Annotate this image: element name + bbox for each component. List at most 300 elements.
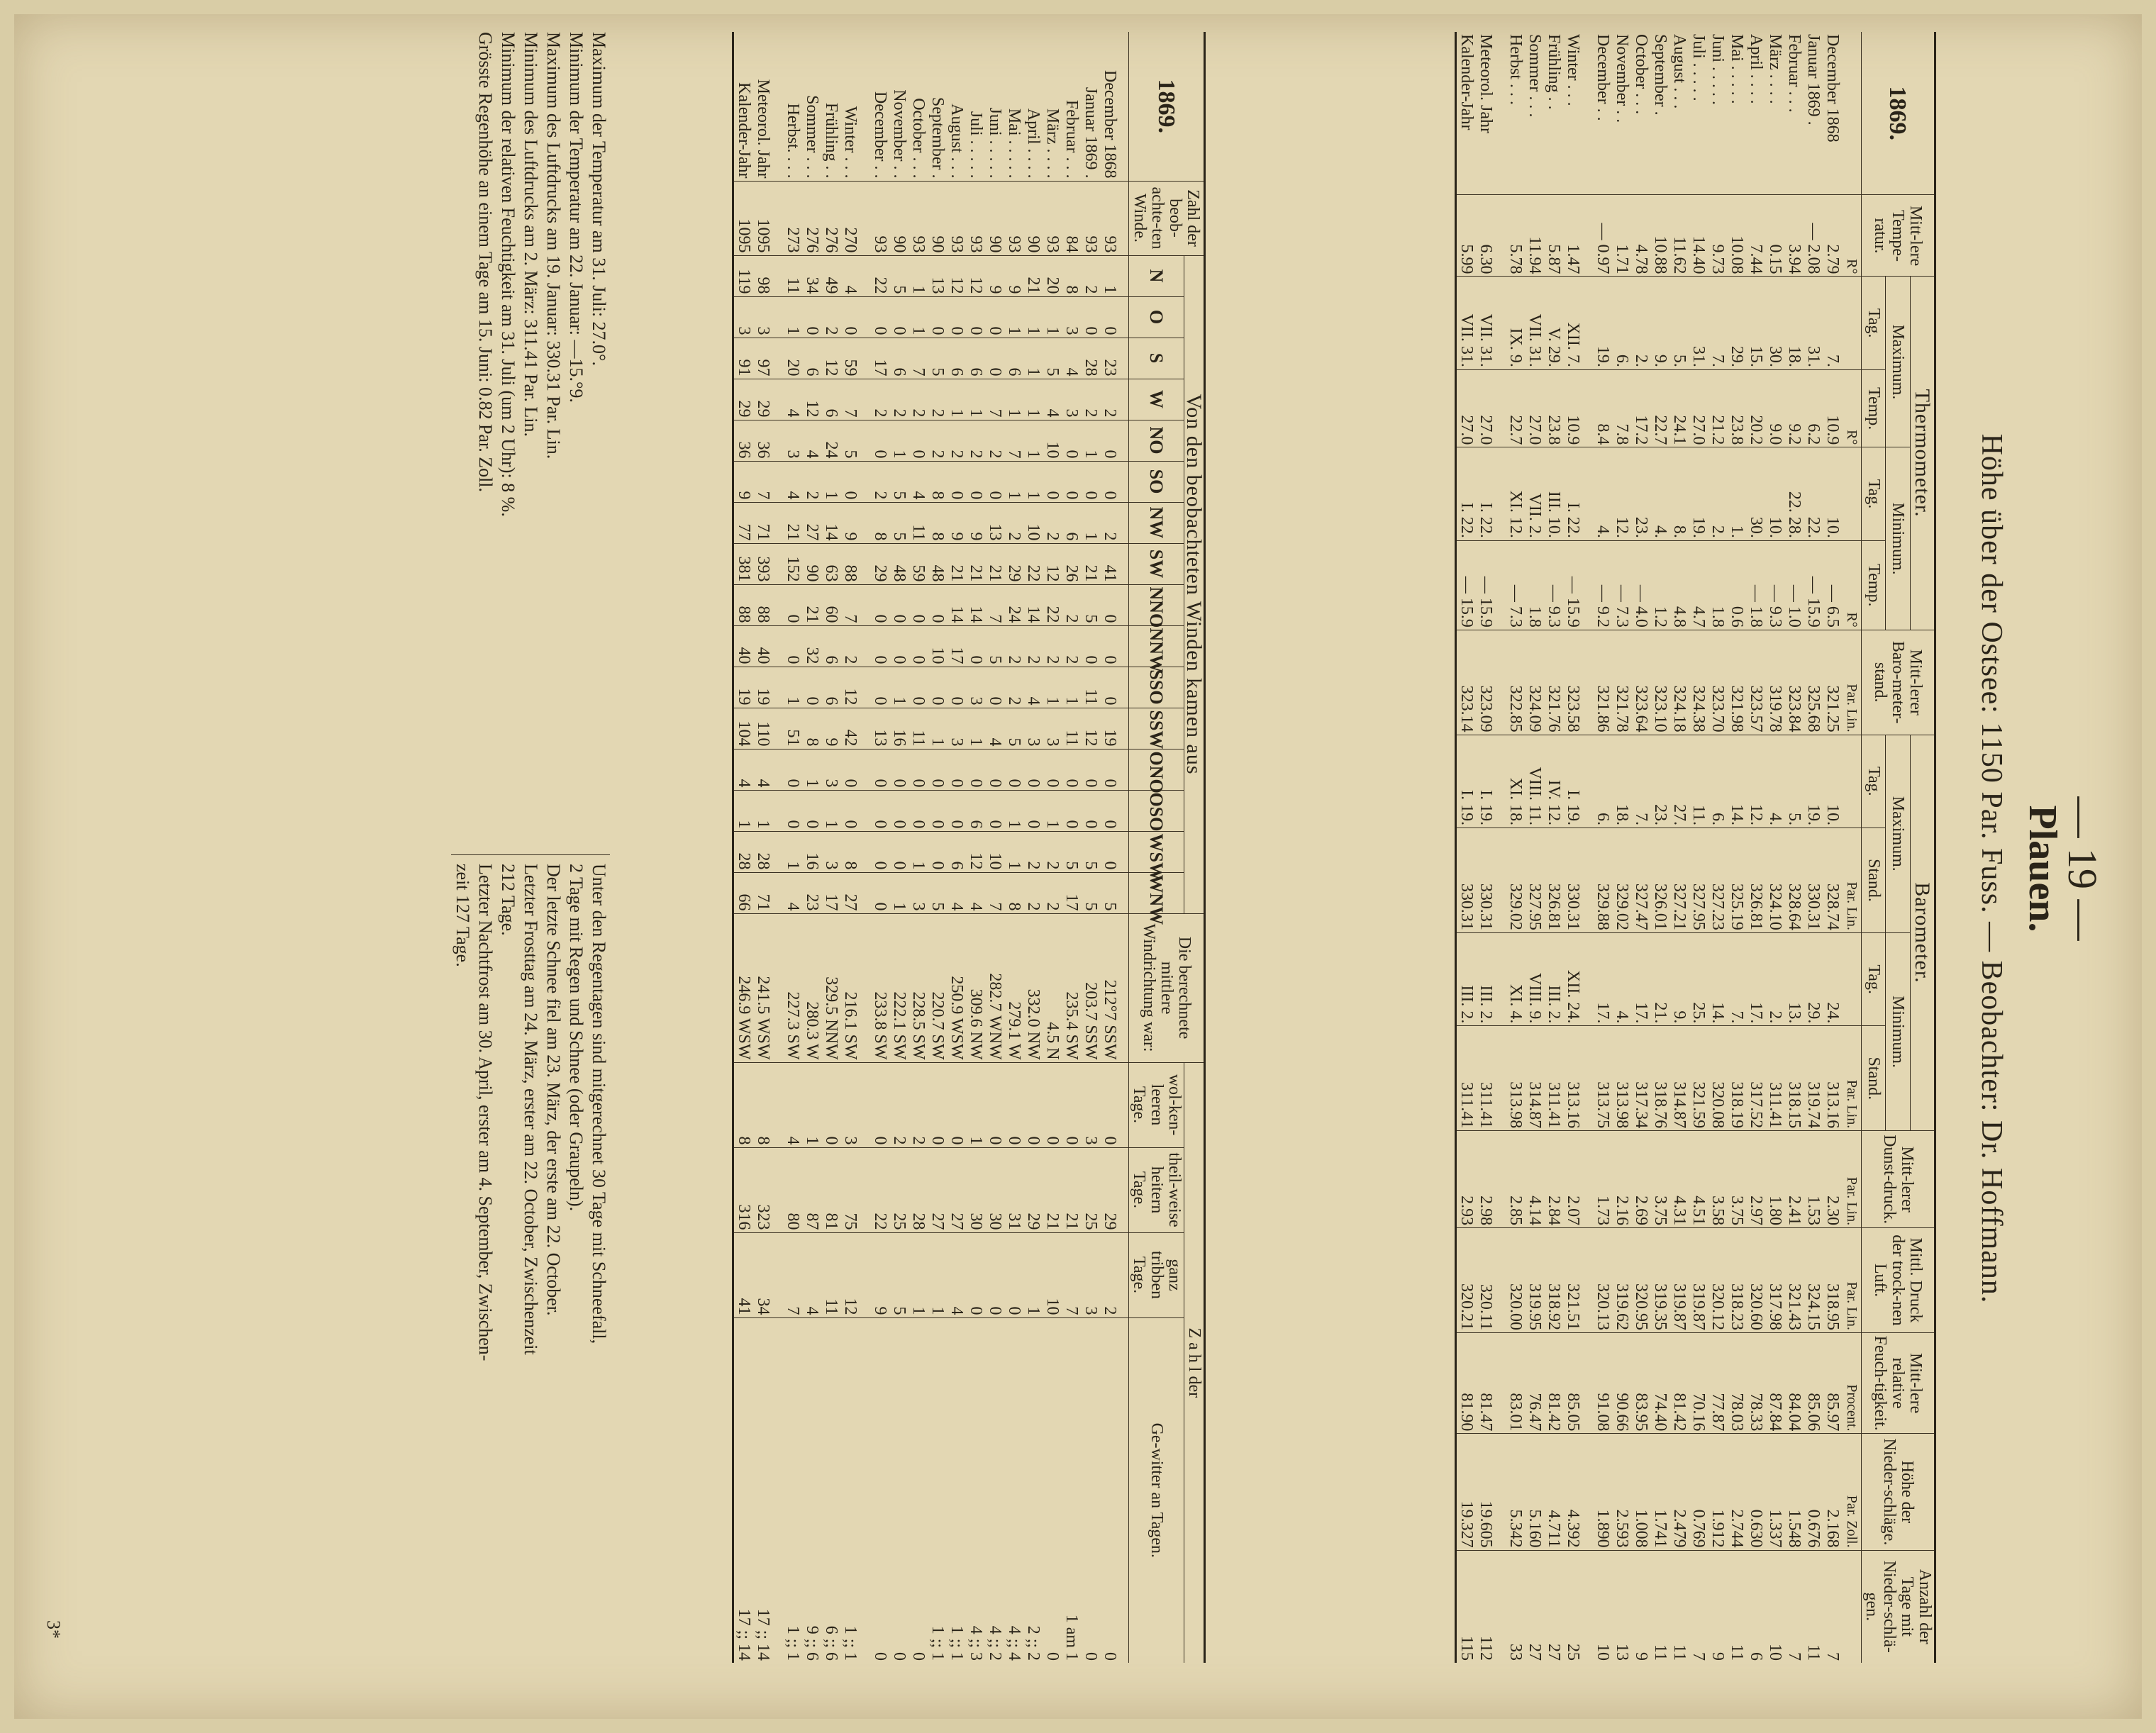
table-cell: 0 xyxy=(1023,749,1043,790)
row-label: October . . . xyxy=(909,98,928,179)
table-cell: 29 xyxy=(1100,1147,1129,1232)
table-cell: 7 xyxy=(985,872,1004,913)
note-line: Minimum des Luftdrucks am 2. März: 311.41 Par. Lin. xyxy=(521,32,541,437)
table-cell: 42 xyxy=(840,708,870,749)
table-cell: 28 xyxy=(908,1147,928,1232)
table-cell: I. 22. xyxy=(1476,447,1506,540)
table-cell: 2 xyxy=(985,420,1004,461)
table-cell: 2.593 xyxy=(1612,1434,1631,1550)
table-cell: 12 xyxy=(1081,708,1100,749)
table-cell: 31 xyxy=(1004,1147,1023,1232)
table-cell: 5.342 xyxy=(1506,1434,1525,1550)
table-cell: 250.9 WSW xyxy=(947,913,966,1062)
table-cell: 23.8 xyxy=(1727,369,1746,447)
table-cell: 313.98 xyxy=(1612,1026,1631,1131)
table-cell: 11 xyxy=(1650,1550,1669,1663)
table-cell: VII. 31. xyxy=(1476,277,1506,369)
page-number: — 19 — xyxy=(2060,796,2106,941)
table-cell: 21. xyxy=(1650,932,1669,1025)
table-cell: — 9.2 xyxy=(1593,540,1612,630)
table-cell: 0 xyxy=(1100,749,1129,790)
table-cell: 7 xyxy=(908,338,928,379)
table-cell: 10 xyxy=(1765,1550,1784,1663)
table-cell: 3 xyxy=(821,749,840,790)
table-cell: VII. 31. xyxy=(1456,277,1477,369)
table-cell: 19 xyxy=(1100,708,1129,749)
table-cell: 0 xyxy=(966,1232,985,1317)
table-cell: 1 xyxy=(947,379,966,420)
table-cell: 1 xyxy=(1023,461,1043,502)
table-cell: 2 xyxy=(1023,831,1043,872)
row-label: Juli . . . . . xyxy=(1689,34,1708,101)
table-cell: 0 xyxy=(1081,1317,1100,1663)
table-cell: 0 xyxy=(821,1062,840,1147)
table-cell: 2 xyxy=(889,379,908,420)
table-cell: 6 xyxy=(821,379,840,420)
table-cell: — 15.9 xyxy=(1563,540,1593,630)
month-row xyxy=(1023,32,1043,1663)
table-cell: 2 xyxy=(1004,667,1023,708)
table-cell: 5 xyxy=(928,338,947,379)
table-cell: 6 xyxy=(821,667,840,708)
month-row xyxy=(1746,32,1765,1663)
wind-direction-header: NNW xyxy=(1129,625,1184,667)
table-cell: 17. xyxy=(1746,932,1765,1025)
table-cell: 0 xyxy=(985,461,1004,502)
table-cell: 0 xyxy=(947,1062,966,1147)
table-cell: 1 xyxy=(753,790,783,831)
table-cell: 4.14 xyxy=(1525,1131,1544,1228)
table-cell: 381 xyxy=(733,543,754,584)
table-cell: 212°7 SSW xyxy=(1100,913,1129,1062)
table-cell: 6.30 xyxy=(1476,195,1506,277)
table-cell: 0 xyxy=(1004,1232,1023,1317)
table-cell: 23.8 xyxy=(1544,369,1563,447)
table-cell: 12. xyxy=(1612,447,1631,540)
table-cell: 321.76 xyxy=(1544,630,1563,735)
table-cell: 3 xyxy=(1062,296,1081,338)
table-cell: 320.12 xyxy=(1708,1228,1727,1333)
table-cell: 2 xyxy=(966,420,985,461)
table-cell: 319.95 xyxy=(1525,1228,1544,1333)
table-cell: 1 xyxy=(908,1232,928,1317)
note-line: Unter den Regentagen sind mitgerechnet 30 Tage mit Schneefall, xyxy=(589,864,609,1344)
table-cell: 323.57 xyxy=(1746,630,1765,735)
table-cell: 27 xyxy=(947,1147,966,1232)
table-cell: 23. xyxy=(1650,735,1669,828)
row-label: October . . . xyxy=(1632,34,1650,115)
row-label: Herbst . . . xyxy=(1506,34,1525,105)
table-cell: 2.98 xyxy=(1476,1131,1506,1228)
col-temp: Temp. xyxy=(1862,540,1886,630)
table-cell: 0 xyxy=(1023,790,1043,831)
table-cell: 28 xyxy=(733,831,754,872)
table-cell: 2.97 xyxy=(1746,1131,1765,1228)
table-cell: 0 xyxy=(870,872,889,913)
table-cell: 4 xyxy=(783,461,802,502)
table-cell: 4.711 xyxy=(1544,1434,1563,1550)
table-cell: 30. xyxy=(1746,447,1765,540)
table-cell: 393 xyxy=(753,543,783,584)
table-cell: 1 xyxy=(908,296,928,338)
table-cell: 0 xyxy=(889,1317,908,1663)
table-cell: 8 xyxy=(733,1062,754,1147)
table-cell: 3 xyxy=(1081,1232,1100,1317)
table-cell: 31. xyxy=(1804,277,1823,369)
table-cell: 17 ;; 14 xyxy=(753,1317,783,1663)
table-cell: 2 xyxy=(870,379,889,420)
season-row xyxy=(1544,32,1563,1663)
table-cell: 11 xyxy=(1081,667,1100,708)
table-cell: 10 xyxy=(1043,1232,1062,1317)
table-cell: 2.93 xyxy=(1456,1131,1477,1228)
table-cell: 2.69 xyxy=(1631,1131,1650,1228)
table-cell: 4 xyxy=(802,1232,821,1317)
table-cell: 317.52 xyxy=(1746,1026,1765,1131)
table-cell: 32 xyxy=(802,625,821,667)
table-cell: 320.11 xyxy=(1476,1228,1506,1333)
table-cell: 25 xyxy=(1563,1550,1593,1663)
table-cell: 4 xyxy=(753,749,783,790)
table-cell: 5.87 xyxy=(1544,195,1563,277)
table-cell: 0 xyxy=(1100,625,1129,667)
table-cell: 84.04 xyxy=(1784,1332,1804,1433)
table-cell: 40 xyxy=(733,625,754,667)
table-cell: 93 xyxy=(966,181,985,255)
table-cell: 88 xyxy=(840,543,870,584)
table-cell: 0 xyxy=(908,1317,928,1663)
table-cell: XII. 24. xyxy=(1563,932,1593,1025)
table-cell: 83.95 xyxy=(1631,1332,1650,1433)
table-cell: 319.35 xyxy=(1650,1228,1669,1333)
table-cell: 329.5 NNW xyxy=(821,913,840,1062)
table-cell: 317.34 xyxy=(1631,1026,1650,1131)
table-cell: 26 xyxy=(1062,543,1081,584)
table-cell: 6.2 xyxy=(1804,369,1823,447)
table-cell: 3 xyxy=(966,667,985,708)
unit-label xyxy=(1842,32,1862,195)
table-cell: 0.630 xyxy=(1746,1434,1765,1550)
table-cell: 1 xyxy=(1062,667,1081,708)
table-cell: 0 xyxy=(985,296,1004,338)
table-cell: 3.58 xyxy=(1708,1131,1727,1228)
table-cell: 12 xyxy=(966,831,985,872)
table-cell: 7.44 xyxy=(1746,195,1765,277)
table-cell: 4.78 xyxy=(1631,195,1650,277)
table-cell: 1 xyxy=(1081,502,1100,543)
table-cell: 203.7 SSW xyxy=(1081,913,1100,1062)
row-label: December 1868 xyxy=(1823,34,1842,143)
table-cell: 3 xyxy=(783,420,802,461)
table-cell: 91.08 xyxy=(1593,1332,1612,1433)
thermo-max-header: Maximum. xyxy=(1886,277,1910,447)
table-cell: 0 xyxy=(966,749,985,790)
table-cell: 0 xyxy=(1004,1062,1023,1147)
table-cell: 74.40 xyxy=(1650,1332,1669,1433)
month-row xyxy=(1100,32,1129,1663)
table-cell: 93 xyxy=(908,181,928,255)
table-cell: 9 xyxy=(1708,1550,1727,1663)
table-cell: 29 xyxy=(1004,543,1023,584)
note-line: zeit 127 Tage. xyxy=(452,864,473,967)
table-cell: 9 xyxy=(870,1232,889,1317)
row-label: September . xyxy=(1651,34,1669,116)
table-cell: 0 xyxy=(889,296,908,338)
table-cell: 1 xyxy=(1023,296,1043,338)
table-cell: 0 xyxy=(928,1062,947,1147)
table-cell: 41 xyxy=(1100,543,1129,584)
table-cell: 1.53 xyxy=(1804,1131,1823,1228)
table-cell: 27 xyxy=(840,872,870,913)
table-cell: 321.59 xyxy=(1689,1026,1708,1131)
table-cell: 314.87 xyxy=(1669,1026,1689,1131)
row-label: Meteorol. Jahr xyxy=(754,79,772,179)
table-cell: 321.78 xyxy=(1612,630,1631,735)
table-cell: 30 xyxy=(985,1147,1004,1232)
month-row xyxy=(1593,32,1612,1663)
table-cell: 66 xyxy=(733,872,754,913)
table-cell: 22 xyxy=(1043,584,1062,625)
table-cell: 2.07 xyxy=(1563,1131,1593,1228)
row-label: August . . . xyxy=(1670,34,1689,109)
table-cell: 5 xyxy=(1043,338,1062,379)
month-row xyxy=(1708,32,1727,1663)
table-cell: 22.7 xyxy=(1650,369,1669,447)
table-cell: 28 xyxy=(1081,338,1100,379)
table-cell: 2 ;; 2 xyxy=(1023,1317,1043,1663)
table-cell: 330.31 xyxy=(1476,828,1506,933)
table-cell: 2 xyxy=(1062,584,1081,625)
table-cell: 0 xyxy=(1043,1317,1062,1663)
table-cell: 0 xyxy=(966,625,985,667)
table-cell: 320.21 xyxy=(1456,1228,1477,1333)
table-cell: 329.02 xyxy=(1506,828,1525,933)
table-cell: 3 xyxy=(753,296,783,338)
table-cell: 6 xyxy=(1746,1550,1765,1663)
table-cell: 0 xyxy=(1004,749,1023,790)
table-cell: 0 xyxy=(1062,749,1081,790)
month-row xyxy=(1650,32,1669,1663)
table-cell: 0 xyxy=(840,749,870,790)
table-cell: 1.80 xyxy=(1765,1131,1784,1228)
table-cell: 1 xyxy=(966,379,985,420)
table-cell: 12 xyxy=(947,255,966,296)
table-cell: 22. xyxy=(1804,447,1823,540)
table-cell: 3 xyxy=(733,296,754,338)
wind-direction-header: W xyxy=(1129,379,1184,420)
table-cell: 7 xyxy=(1784,1550,1804,1663)
table-cell: 40 xyxy=(753,625,783,667)
table-cell: 0 xyxy=(1100,667,1129,708)
wind-direction-header: OSO xyxy=(1129,790,1184,831)
table-cell: 4.5 N xyxy=(1043,913,1062,1062)
table-cell: IX. 9. xyxy=(1506,277,1525,369)
unit-cell: Par. Lin. xyxy=(1842,630,1862,735)
table-cell: 323.14 xyxy=(1456,630,1477,735)
table-cell: 2.168 xyxy=(1823,1434,1842,1550)
table-cell: 6 xyxy=(947,831,966,872)
table-cell: 0 xyxy=(928,584,947,625)
table-cell: 7 xyxy=(1689,1550,1708,1663)
table-cell: 7. xyxy=(1727,932,1746,1025)
month-row xyxy=(1804,32,1823,1663)
note-line: Grösste Regenhöhe an einem Tage am 15. Juni: 0.82 Par. Zoll. xyxy=(475,32,496,493)
row-label: Frühling . . xyxy=(822,102,840,179)
table-cell: 25 xyxy=(889,1147,908,1232)
table-cell: 1 xyxy=(1100,255,1129,296)
table-cell: 1 xyxy=(1004,831,1023,872)
table-cell: 311.41 xyxy=(1456,1026,1477,1131)
table-cell: 6 xyxy=(802,338,821,379)
table-cell: 0 xyxy=(928,749,947,790)
table-cell: 5. xyxy=(1669,277,1689,369)
table-cell: 2 xyxy=(1100,1232,1129,1317)
month-row xyxy=(1043,32,1062,1663)
table-cell: 77 xyxy=(733,502,754,543)
table-cell: 4 xyxy=(783,379,802,420)
table-cell: 10 xyxy=(1023,502,1043,543)
month-row xyxy=(870,32,889,1663)
table-cell: 30. xyxy=(1765,277,1784,369)
table-cell: 318.76 xyxy=(1650,1026,1669,1131)
note-line: Letzter Frosttag am 24. März, erster am 22. October, Zwischenzeit xyxy=(521,864,541,1355)
table-cell: 6 xyxy=(1004,338,1023,379)
table-cell: 28 xyxy=(753,831,783,872)
table-cell: 14 xyxy=(1023,584,1043,625)
table-cell: 93 xyxy=(947,181,966,255)
table-cell: 233.8 SW xyxy=(870,913,889,1062)
table-cell: — 1.0 xyxy=(1784,540,1804,630)
table-cell: 329.88 xyxy=(1593,828,1612,933)
thermometer-group: Thermometer. xyxy=(1910,277,1935,630)
unit-cell: R° xyxy=(1842,195,1862,277)
table-cell: VIII. 9. xyxy=(1525,932,1544,1025)
table-cell: 2.85 xyxy=(1506,1131,1525,1228)
row-label: Frühling . . xyxy=(1545,34,1563,110)
table-cell: 19. xyxy=(1593,277,1612,369)
table-cell: — 9.3 xyxy=(1544,540,1563,630)
table-cell: 3.75 xyxy=(1650,1131,1669,1228)
table-cell: 81.47 xyxy=(1476,1332,1506,1433)
col-mean-dir: Die berechnete mittlere Windrichtung war: xyxy=(1129,913,1205,1062)
table-cell: 7. xyxy=(1823,277,1842,369)
table-cell: 1.47 xyxy=(1563,195,1593,277)
table-cell: 1 ;; 1 xyxy=(947,1317,966,1663)
table-cell: 9 xyxy=(1004,255,1023,296)
table-cell: 36 xyxy=(733,420,754,461)
table-cell: 324.09 xyxy=(1525,630,1544,735)
table-cell: 325.68 xyxy=(1804,630,1823,735)
table-cell: 93 xyxy=(870,181,889,255)
table-cell: 0 xyxy=(928,296,947,338)
table-cell: 5 xyxy=(1004,708,1023,749)
table-cell: 8 xyxy=(802,708,821,749)
table-cell: 0 xyxy=(947,790,966,831)
station-info: Höhe über der Ostsee: 1150 Par. Fuss. — Beobachter: Dr. Hoffmann. xyxy=(1975,433,2008,1304)
table-cell: 15. xyxy=(1746,277,1765,369)
table-cell: 4 xyxy=(908,461,928,502)
table-cell: 87.84 xyxy=(1765,1332,1784,1433)
table-cell: 27.0 xyxy=(1689,369,1708,447)
table-cell: 19. xyxy=(1689,447,1708,540)
thermo-min-header: Minimum. xyxy=(1886,447,1910,630)
table-cell: 21 xyxy=(802,584,821,625)
table-cell: 0 xyxy=(985,749,1004,790)
table-cell: — 15.9 xyxy=(1476,540,1506,630)
table-cell: 0 xyxy=(1062,1062,1081,1147)
season-row xyxy=(783,32,802,1663)
table-cell: 279.1 W xyxy=(1004,913,1023,1062)
month-row xyxy=(889,32,908,1663)
table-cell: — 7.3 xyxy=(1612,540,1631,630)
unit-cell xyxy=(1842,932,1862,1025)
unit-cell: Par. Lin. xyxy=(1842,1131,1862,1228)
table-cell: 78.33 xyxy=(1746,1332,1765,1433)
table-cell: 330.31 xyxy=(1804,828,1823,933)
table-cell: 2. xyxy=(1631,277,1650,369)
barometer-group: Barometer. xyxy=(1910,735,1935,1131)
days-header: Ge-witter an Tagen. xyxy=(1129,1317,1184,1663)
table-cell: 222.1 SW xyxy=(889,913,908,1062)
table-cell: 1 xyxy=(733,790,754,831)
table-cell: 6 xyxy=(966,338,985,379)
table-cell: 0 xyxy=(1100,296,1129,338)
table-cell: 2 xyxy=(1062,625,1081,667)
table-cell: — 9.3 xyxy=(1765,540,1784,630)
table-cell: 11 xyxy=(821,1232,840,1317)
month-row xyxy=(908,32,928,1663)
table-cell: 5 xyxy=(1062,831,1081,872)
table-cell: 1 xyxy=(1023,379,1043,420)
table-cell: 276 xyxy=(821,181,840,255)
table-cell: 220.7 SW xyxy=(928,913,947,1062)
table-cell: 2 xyxy=(840,625,870,667)
table-cell: 4 xyxy=(783,872,802,913)
wind-direction-header: SSW xyxy=(1129,708,1184,749)
col-tag: Tag. xyxy=(1862,277,1886,369)
table-cell: VIII. 11. xyxy=(1525,735,1544,828)
table-cell: 323.64 xyxy=(1631,630,1650,735)
table-cell: 2 xyxy=(870,461,889,502)
table-cell: 21.2 xyxy=(1708,369,1727,447)
table-cell: 10.9 xyxy=(1823,369,1842,447)
table-cell: 0 xyxy=(1062,420,1081,461)
table-cell: 90 xyxy=(1023,181,1043,255)
table-cell: 13 xyxy=(870,708,889,749)
table-cell: 241.5 WSW xyxy=(753,913,783,1062)
table-cell: 4. xyxy=(1593,447,1612,540)
col-dunst: Mitt-lerer Dunst-druck. xyxy=(1862,1131,1935,1228)
table-cell: 5.99 xyxy=(1456,195,1477,277)
table-cell: 0 xyxy=(1081,625,1100,667)
unit-cell: Par. Zoll. xyxy=(1842,1434,1862,1550)
table-cell: 0 xyxy=(908,584,928,625)
table-cell: 14 xyxy=(966,584,985,625)
table-cell: 9 xyxy=(985,255,1004,296)
table-cell: 23. xyxy=(1631,447,1650,540)
table-cell: 1.548 xyxy=(1784,1434,1804,1550)
days-header: theil-weise heitern Tage. xyxy=(1129,1147,1184,1232)
table-cell: — 0.97 xyxy=(1593,195,1612,277)
table-cell: 323 xyxy=(753,1147,783,1232)
table-cell: 2.30 xyxy=(1823,1131,1842,1228)
table-cell: 22 xyxy=(1023,543,1043,584)
table-cell: 19 xyxy=(753,667,783,708)
table-cell: 2 xyxy=(928,379,947,420)
table-cell: 327.95 xyxy=(1689,828,1708,933)
row-label: Juni . . . . . xyxy=(1708,34,1727,106)
table-cell: 328.74 xyxy=(1823,828,1842,933)
